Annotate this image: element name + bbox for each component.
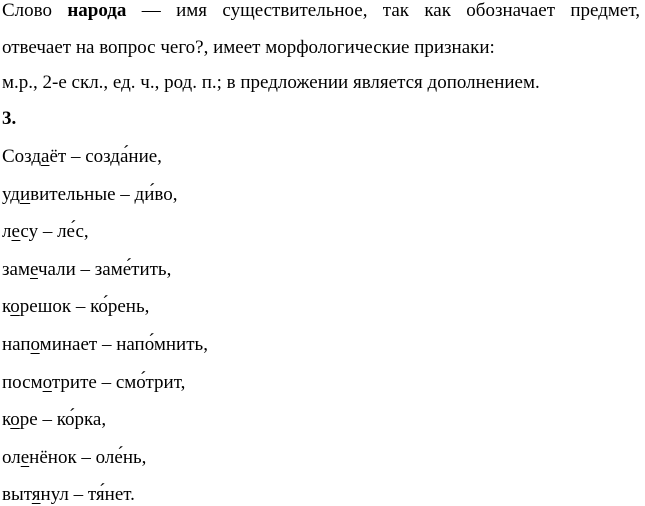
word-pair-line	[2, 146, 162, 168]
word-stem-suffix: чали	[37, 259, 76, 280]
check-word: смо́трит,	[115, 372, 186, 393]
word: существительное,	[222, 0, 368, 21]
check-word: ди́во,	[134, 184, 178, 205]
word-stem-prefix: л	[2, 221, 12, 242]
word-stem-prefix: уд	[2, 184, 20, 205]
word: имя	[176, 0, 208, 21]
word-pair-line	[2, 409, 106, 431]
unstressed-vowel: о	[42, 372, 52, 393]
check-word: напо́мнить,	[116, 334, 208, 355]
unstressed-vowel: я	[31, 484, 41, 505]
unstressed-vowel: е	[29, 259, 38, 280]
paragraph-line-3: м.р., 2-е скл., ед. ч., род. п.; в предложении является дополнением.	[2, 72, 540, 93]
unstressed-vowel: и	[19, 184, 31, 205]
dash-separator: –	[76, 447, 96, 468]
word: обозначает	[466, 0, 556, 21]
paragraph-line-2: отвечает на вопрос чего?, имеет морфологические признаки:	[2, 37, 495, 58]
word: —	[141, 0, 161, 21]
word-pair-line	[2, 296, 149, 318]
word-stem-prefix: ол	[2, 447, 21, 468]
word-pair-line	[2, 259, 171, 281]
check-word: оле́нь,	[95, 447, 147, 468]
check-word: ко́рень,	[90, 296, 150, 317]
word-pair-line	[2, 184, 177, 206]
dash-separator: –	[38, 221, 58, 242]
dash-separator: –	[68, 484, 88, 505]
section-number: 3.	[2, 108, 17, 129]
unstressed-vowel: о	[10, 296, 20, 317]
word: так	[382, 0, 409, 21]
word-pair-line	[2, 334, 208, 356]
word-stem-suffix: нул	[40, 484, 69, 505]
check-word: созда́ние,	[85, 146, 162, 167]
word-stem-suffix: су	[20, 221, 39, 242]
word-stem-prefix: зам	[2, 259, 30, 280]
unstressed-vowel: о	[10, 409, 20, 430]
word-stem-suffix: нёнок	[29, 447, 77, 468]
word-bold: народа	[67, 0, 127, 21]
word-stem-suffix: минает	[39, 334, 98, 355]
unstressed-vowel: е	[20, 447, 30, 468]
word-pair-line	[2, 372, 185, 394]
word-stem-suffix: ёт	[49, 146, 67, 167]
word: предмет,	[570, 0, 640, 21]
word-stem-prefix: посм	[2, 372, 43, 393]
dash-separator: –	[71, 296, 91, 317]
word: Слово	[2, 0, 52, 21]
dash-separator: –	[37, 409, 57, 430]
word-stem-suffix: вительные	[30, 184, 116, 205]
word-stem-suffix: трите	[51, 372, 97, 393]
word-pair-line	[2, 447, 146, 469]
word-stem-prefix: Созд	[2, 146, 42, 167]
word-pair-line	[2, 221, 89, 243]
word-stem-prefix: выт	[2, 484, 32, 505]
word-stem-suffix: решок	[19, 296, 72, 317]
word-stem-prefix: к	[2, 409, 11, 430]
word-stem-prefix: нап	[2, 334, 31, 355]
unstressed-vowel: а	[41, 146, 50, 167]
check-word: ко́рка,	[56, 409, 107, 430]
paragraph-line-1	[2, 0, 640, 22]
dash-separator: –	[97, 334, 117, 355]
dash-separator: –	[66, 146, 86, 167]
check-word: ле́с,	[57, 221, 89, 242]
word-stem-prefix: к	[2, 296, 11, 317]
dash-separator: –	[75, 259, 95, 280]
dash-separator: –	[115, 184, 135, 205]
word-pair-line	[2, 484, 135, 506]
dash-separator: –	[96, 372, 116, 393]
word-stem-suffix: ре	[19, 409, 38, 430]
unstressed-vowel: е	[11, 221, 21, 242]
word: как	[424, 0, 451, 21]
unstressed-vowel: о	[30, 334, 40, 355]
check-word: тя́нет.	[87, 484, 135, 505]
check-word: заме́тить,	[94, 259, 172, 280]
